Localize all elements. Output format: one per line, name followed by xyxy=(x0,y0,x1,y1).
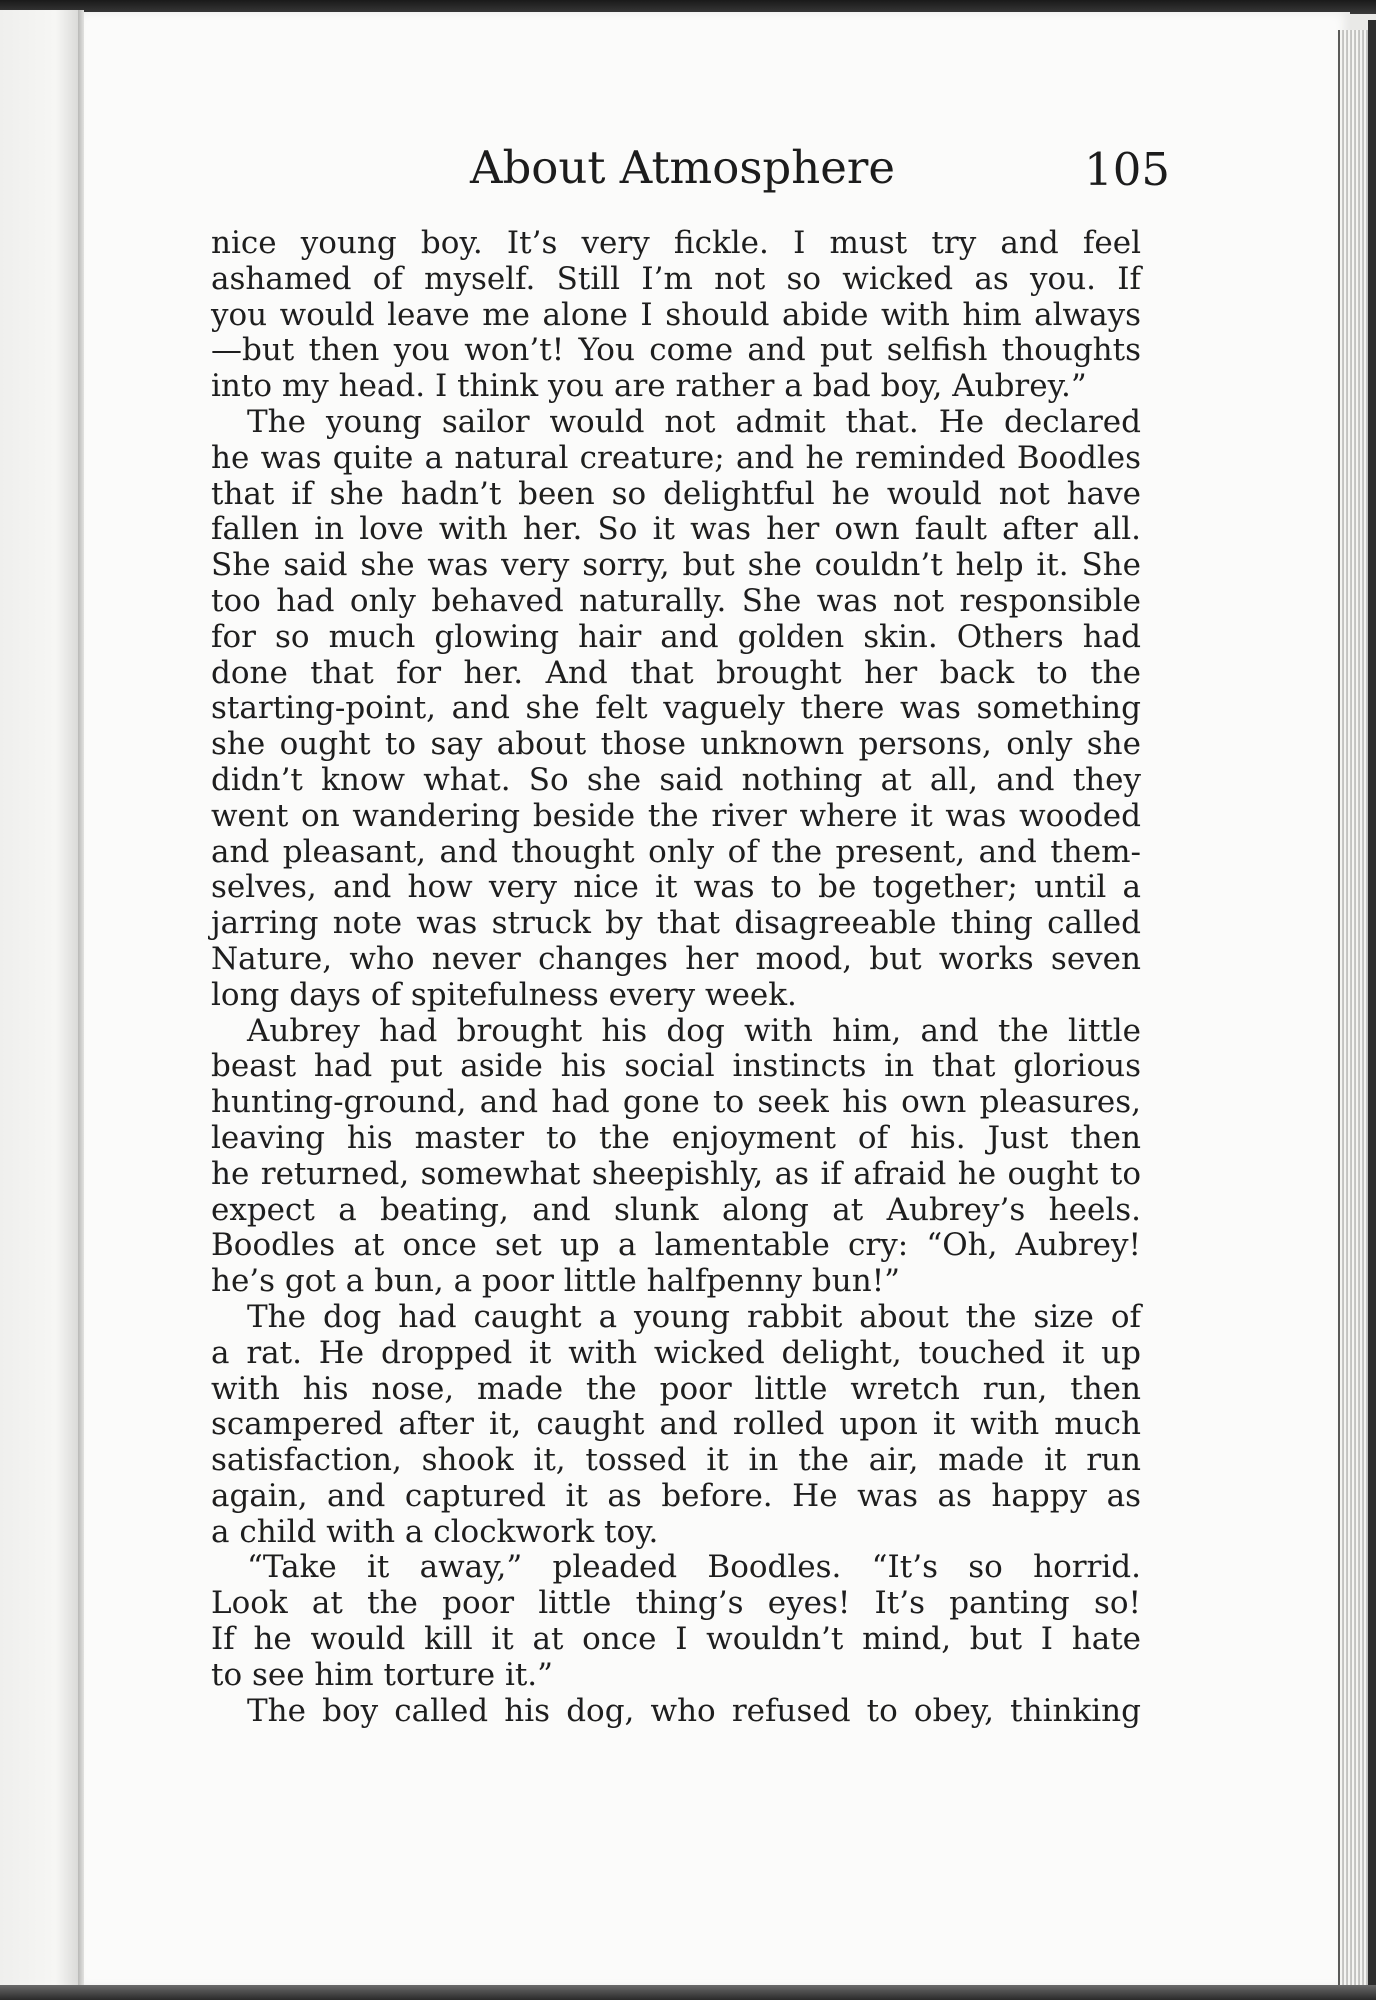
body-text xyxy=(211,226,1141,1729)
text-line: Aubrey had brought his dog with him, and the little xyxy=(247,1012,1141,1049)
text-line: went on wandering beside the river where it was wooded xyxy=(211,797,1141,834)
text-line: She said she was very sorry, but she couldn’t help it. She xyxy=(211,547,1141,584)
text-line: and pleasant, and thought only of the present, and them- xyxy=(211,833,1141,870)
text-line: he returned, somewhat sheepishly, as if afraid he ought to xyxy=(211,1155,1141,1192)
running-header-title: About Atmosphere xyxy=(470,141,895,194)
text-line: The boy called his dog, who refused to obey, thinking xyxy=(247,1692,1141,1729)
text-line: beast had put aside his social instincts in that glorious xyxy=(211,1048,1141,1085)
page-number: 105 xyxy=(1084,143,1170,196)
text-line: If he would kill it at once I wouldn’t mind, but I hate xyxy=(211,1621,1141,1658)
text-line: he was quite a natural creature; and he reminded Boodles xyxy=(211,439,1141,476)
text-line: Look at the poor little thing’s eyes! It’s panting so! xyxy=(211,1585,1141,1622)
text-line: she ought to say about those unknown persons, only she xyxy=(211,726,1141,763)
text-line: satisfaction, shook it, tossed it in the air, made it run xyxy=(211,1442,1141,1479)
text-line: leaving his master to the enjoyment of his. Just then xyxy=(211,1119,1141,1156)
text-line: you would leave me alone I should abide with him always xyxy=(211,296,1141,333)
text-line: ashamed of myself. Still I’m not so wicked as you. If xyxy=(211,260,1141,297)
text-line: again, and captured it as before. He was as happy as xyxy=(211,1477,1141,1514)
text-line: hunting-ground, and had gone to seek his own pleasures, xyxy=(211,1084,1141,1121)
text-line: into my head. I think you are rather a bad boy, Aubrey.” xyxy=(211,368,1087,405)
text-line: a rat. He dropped it with wicked delight, touched it up xyxy=(211,1334,1141,1371)
text-line: Nature, who never changes her mood, but works seven xyxy=(211,940,1141,977)
text-line: “Take it away,” pleaded Boodles. “It’s so horrid. xyxy=(247,1549,1141,1586)
text-line: too had only behaved naturally. She was not responsible xyxy=(211,582,1141,619)
text-line: —but then you won’t! You come and put selfish thoughts xyxy=(211,332,1141,369)
text-line: he’s got a bun, a poor little halfpenny bun!” xyxy=(211,1263,901,1300)
text-line: a child with a clockwork toy. xyxy=(211,1513,659,1550)
text-line: that if she hadn’t been so delightful he would not have xyxy=(211,475,1141,512)
text-line: for so much glowing hair and golden skin. Others had xyxy=(211,618,1141,655)
text-line: The dog had caught a young rabbit about the size of xyxy=(247,1298,1141,1335)
text-line: scampered after it, caught and rolled upon it with much xyxy=(211,1406,1141,1443)
text-line: starting-point, and she felt vaguely there was something xyxy=(211,690,1141,727)
text-line: jarring note was struck by that disagreeable thing called xyxy=(211,905,1141,942)
text-line: long days of spitefulness every week. xyxy=(211,976,797,1013)
text-line: didn’t know what. So she said nothing at all, and they xyxy=(211,761,1141,798)
scan-border-bottom xyxy=(0,1985,1376,2000)
text-line: expect a beating, and slunk along at Aubrey’s heels. xyxy=(211,1191,1141,1228)
text-line: to see him torture it.” xyxy=(211,1656,554,1693)
text-line: selves, and how very nice it was to be together; until a xyxy=(211,869,1141,906)
text-line: fallen in love with her. So it was her own fault after all. xyxy=(211,511,1141,548)
text-line: nice young boy. It’s very fickle. I must try and feel xyxy=(211,225,1141,261)
text-line: done that for her. And that brought her back to the xyxy=(211,654,1141,691)
facing-page-edge xyxy=(0,10,80,1990)
text-line: The young sailor would not admit that. He declared xyxy=(247,403,1141,440)
text-line: with his nose, made the poor little wretch run, then xyxy=(211,1370,1141,1407)
book-cover-edge xyxy=(1368,20,1376,1990)
text-line: Boodles at once set up a lamentable cry: “Oh, Aubrey! xyxy=(211,1227,1141,1264)
